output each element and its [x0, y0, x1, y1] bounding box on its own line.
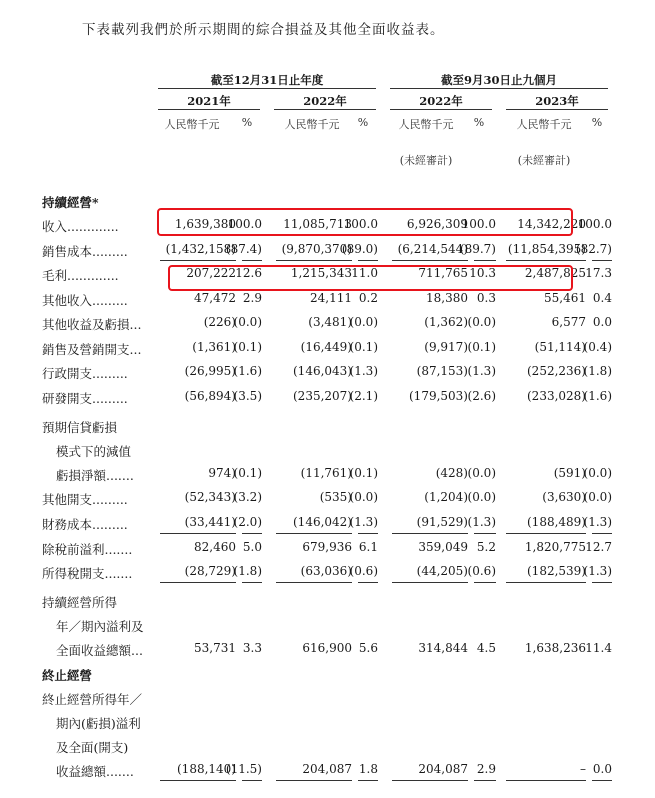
- amount-cell: 207,222: [186, 266, 236, 280]
- amount-cell: (56,894): [184, 389, 236, 403]
- amount-cell: (188,489): [527, 515, 586, 529]
- amount-cell: (428): [435, 466, 468, 480]
- row-label: 其他收入.........: [42, 293, 128, 308]
- subtotal-rule: [592, 582, 612, 583]
- amount-cell: 82,460: [194, 540, 236, 554]
- amount-cell: (188,140): [177, 762, 236, 776]
- percent-cell: (11.5): [225, 762, 262, 776]
- row-label: 所得稅開支.......: [42, 566, 133, 581]
- table-row: [0, 291, 655, 313]
- row-label: 持續經營所得: [42, 595, 118, 610]
- row-label: 期內(虧損)溢利: [56, 716, 141, 731]
- amount-cell: 24,111: [310, 291, 352, 305]
- amount-cell: (233,028): [527, 389, 586, 403]
- table-row: [0, 690, 655, 712]
- amount-cell: 6,577: [551, 315, 586, 329]
- subtotal-rule: [592, 533, 612, 534]
- subtotal-rule: [474, 533, 496, 534]
- subtotal-rule: [160, 533, 236, 534]
- amount-cell: (1,362): [424, 315, 468, 329]
- unit-amount: 人民幣千元: [284, 118, 340, 131]
- table-row: [0, 515, 655, 537]
- amount-cell: 6,926,309: [406, 217, 468, 231]
- amount-cell: 204,087: [418, 762, 468, 776]
- percent-cell: (3.5): [233, 389, 262, 403]
- unaudited-note: (未經審計): [517, 154, 571, 167]
- percent-cell: (89.0): [341, 242, 378, 256]
- amount-cell: 18,380: [426, 291, 468, 305]
- percent-cell: (0.4): [583, 340, 612, 354]
- amount-cell: (11,761): [300, 466, 352, 480]
- percent-cell: 100.0: [343, 217, 378, 231]
- row-label: 及全面(開支): [56, 740, 129, 755]
- amount-cell: (63,036): [300, 564, 352, 578]
- subtotal-rule: [392, 260, 468, 261]
- header-rule: [274, 109, 376, 110]
- amount-cell: (3,630): [542, 490, 586, 504]
- percent-cell: (0.1): [349, 340, 378, 354]
- row-label: 收入.............: [42, 219, 119, 234]
- percent-cell: 11.4: [585, 641, 612, 655]
- amount-cell: 1,215,343: [290, 266, 352, 280]
- amount-cell: (16,449): [300, 340, 352, 354]
- amount-cell: (9,870,370): [281, 242, 352, 256]
- subtotal-rule: [358, 533, 378, 534]
- row-label: 財務成本.........: [42, 517, 128, 532]
- header-year-2021: 2021年: [187, 94, 231, 108]
- subtotal-rule: [506, 582, 586, 583]
- header-year-2023-interim: 2023年: [535, 94, 579, 108]
- row-label: 行政開支.........: [42, 366, 128, 381]
- amount-cell: 616,900: [302, 641, 352, 655]
- percent-cell: (0.0): [349, 490, 378, 504]
- percent-cell: 0.3: [476, 291, 496, 305]
- percent-cell: 2.9: [242, 291, 262, 305]
- unit-pct: %: [591, 116, 603, 129]
- percent-cell: (0.0): [233, 315, 262, 329]
- amount-cell: (3,481): [308, 315, 352, 329]
- unit-pct: %: [473, 116, 485, 129]
- amount-cell: 1,638,236: [524, 641, 586, 655]
- header-rule: [158, 88, 376, 89]
- row-label: 模式下的減值: [56, 444, 132, 459]
- amount-cell: (6,214,544): [397, 242, 468, 256]
- row-label: 其他收益及虧損...: [42, 317, 142, 332]
- amount-cell: (146,043): [293, 364, 352, 378]
- percent-cell: 5.6: [358, 641, 378, 655]
- percent-cell: (1.6): [233, 364, 262, 378]
- row-label: 除稅前溢利.......: [42, 542, 133, 557]
- table-row: [0, 738, 655, 760]
- percent-cell: 1.8: [358, 762, 378, 776]
- amount-cell: 314,844: [418, 641, 468, 655]
- table-row: [0, 490, 655, 512]
- percent-cell: (82.7): [575, 242, 612, 256]
- table-row: [0, 666, 655, 688]
- amount-cell: (51,114): [534, 340, 586, 354]
- percent-cell: 10.3: [469, 266, 496, 280]
- percent-cell: 6.1: [358, 540, 378, 554]
- row-label: 其他開支.........: [42, 492, 128, 507]
- amount-cell: (11,854,395): [507, 242, 586, 256]
- percent-cell: 4.5: [476, 641, 496, 655]
- amount-cell: (44,205): [416, 564, 468, 578]
- highlight-box-revenue: [157, 208, 573, 236]
- percent-cell: (0.0): [467, 490, 496, 504]
- intro-text: 下表載列我們於所示期間的綜合損益及其他全面收益表。: [82, 22, 445, 38]
- amount-cell: 47,472: [194, 291, 236, 305]
- table-row: [0, 364, 655, 386]
- subtotal-rule: [474, 260, 496, 261]
- header-year-2022-interim: 2022年: [419, 94, 463, 108]
- table-row: [0, 593, 655, 615]
- row-label: 年／期內溢利及: [56, 619, 144, 634]
- percent-cell: (1.8): [583, 364, 612, 378]
- amount-cell: (91,529): [416, 515, 468, 529]
- row-label: 銷售成本.........: [42, 244, 128, 259]
- subtotal-rule: [358, 260, 378, 261]
- amount-cell: (52,343): [184, 490, 236, 504]
- percent-cell: (0.0): [349, 315, 378, 329]
- subtotal-rule: [506, 260, 586, 261]
- unit-amount: 人民幣千元: [164, 118, 220, 131]
- header-group-annual: 截至12月31日止年度: [210, 73, 324, 87]
- amount-cell: (179,503): [409, 389, 468, 403]
- percent-cell: (0.1): [349, 466, 378, 480]
- percent-cell: (1.6): [583, 389, 612, 403]
- amount-cell: (1,432,158): [165, 242, 236, 256]
- table-row: [0, 466, 655, 488]
- subtotal-rule: [276, 780, 352, 781]
- subtotal-rule: [160, 780, 236, 781]
- table-row: [0, 389, 655, 411]
- amount-cell: (1,204): [424, 490, 468, 504]
- table-row: [0, 714, 655, 736]
- unit-amount: 人民幣千元: [398, 118, 454, 131]
- amount-cell: (235,207): [293, 389, 352, 403]
- amount-cell: (33,441): [184, 515, 236, 529]
- percent-cell: 5.2: [476, 540, 496, 554]
- amount-cell: 204,087: [302, 762, 352, 776]
- row-label: 研發開支.........: [42, 391, 128, 406]
- percent-cell: (0.1): [233, 466, 262, 480]
- subtotal-rule: [160, 582, 236, 583]
- percent-cell: 100.0: [461, 217, 496, 231]
- amount-cell: 359,049: [418, 540, 468, 554]
- percent-cell: 11.0: [351, 266, 378, 280]
- subtotal-rule: [592, 780, 612, 781]
- amount-cell: 55,461: [544, 291, 586, 305]
- amount-cell: (591): [553, 466, 586, 480]
- row-label: 終止經營: [42, 668, 93, 683]
- subtotal-rule: [276, 260, 352, 261]
- row-label: 終止經營所得年／: [42, 692, 143, 707]
- percent-cell: 100.0: [577, 217, 612, 231]
- amount-cell: (226): [203, 315, 236, 329]
- amount-cell: 14,342,220: [517, 217, 586, 231]
- header-group-interim: 截至9月30日止九個月: [440, 73, 557, 87]
- subtotal-rule: [358, 780, 378, 781]
- subtotal-rule: [242, 533, 262, 534]
- subtotal-rule: [506, 533, 586, 534]
- amount-cell: (146,042): [293, 515, 352, 529]
- subtotal-rule: [474, 780, 496, 781]
- header-rule: [390, 109, 492, 110]
- row-label: 毛利.............: [42, 268, 119, 283]
- table-row: [0, 564, 655, 586]
- amount-cell: (1,361): [192, 340, 236, 354]
- amount-cell: (87,153): [416, 364, 468, 378]
- amount-cell: 974): [208, 466, 236, 480]
- subtotal-rule: [242, 582, 262, 583]
- percent-cell: (1.3): [583, 564, 612, 578]
- percent-cell: (1.3): [467, 364, 496, 378]
- amount-cell: 53,731: [194, 641, 236, 655]
- table-row: [0, 762, 655, 784]
- percent-cell: (0.1): [467, 340, 496, 354]
- subtotal-rule: [506, 780, 586, 781]
- subtotal-rule: [242, 260, 262, 261]
- unaudited-note: (未經審計): [399, 154, 453, 167]
- percent-cell: 5.0: [242, 540, 262, 554]
- table-row: [0, 340, 655, 362]
- subtotal-rule: [358, 582, 378, 583]
- percent-cell: (1.3): [583, 515, 612, 529]
- header-rule: [390, 88, 608, 89]
- amount-cell: 711,765: [418, 266, 468, 280]
- percent-cell: 3.3: [242, 641, 262, 655]
- percent-cell: 100.0: [227, 217, 262, 231]
- amount-cell: (535): [319, 490, 352, 504]
- amount-cell: 11,085,713: [283, 217, 352, 231]
- percent-cell: (2.1): [349, 389, 378, 403]
- subtotal-rule: [592, 260, 612, 261]
- table-row: [0, 418, 655, 440]
- amount-cell: (9,917): [424, 340, 468, 354]
- subtotal-rule: [392, 582, 468, 583]
- percent-cell: 17.3: [585, 266, 612, 280]
- percent-cell: (0.0): [583, 490, 612, 504]
- percent-cell: 12.7: [585, 540, 612, 554]
- amount-cell: 2,487,825: [524, 266, 586, 280]
- header-rule: [158, 109, 260, 110]
- table-row: [0, 442, 655, 464]
- percent-cell: (89.7): [459, 242, 496, 256]
- percent-cell: (0.0): [467, 466, 496, 480]
- unit-pct: %: [241, 116, 253, 129]
- amount-cell: 1,639,380: [174, 217, 236, 231]
- row-label: 銷售及營銷開支...: [42, 342, 142, 357]
- amount-cell: –: [580, 762, 586, 776]
- row-label: 持續經營*: [42, 195, 99, 210]
- table-row: [0, 315, 655, 337]
- amount-cell: (26,995): [184, 364, 236, 378]
- percent-cell: (0.0): [467, 315, 496, 329]
- header-year-2022: 2022年: [303, 94, 347, 108]
- percent-cell: (0.6): [349, 564, 378, 578]
- percent-cell: 0.4: [592, 291, 612, 305]
- percent-cell: 2.9: [476, 762, 496, 776]
- unit-amount: 人民幣千元: [516, 118, 572, 131]
- percent-cell: (1.3): [349, 364, 378, 378]
- percent-cell: (87.4): [225, 242, 262, 256]
- header-rule: [506, 109, 608, 110]
- percent-cell: (0.6): [467, 564, 496, 578]
- row-label: 預期信貸虧損: [42, 420, 118, 435]
- percent-cell: (2.0): [233, 515, 262, 529]
- table-row: [0, 242, 655, 264]
- subtotal-rule: [276, 533, 352, 534]
- subtotal-rule: [474, 582, 496, 583]
- amount-cell: (182,539): [527, 564, 586, 578]
- percent-cell: (1.3): [349, 515, 378, 529]
- percent-cell: (1.8): [233, 564, 262, 578]
- percent-cell: 0.0: [592, 762, 612, 776]
- percent-cell: 12.6: [235, 266, 262, 280]
- subtotal-rule: [160, 260, 236, 261]
- percent-cell: (0.1): [233, 340, 262, 354]
- highlight-box-gross-profit: [168, 265, 573, 291]
- percent-cell: (1.3): [467, 515, 496, 529]
- table-row: [0, 617, 655, 639]
- percent-cell: 0.0: [592, 315, 612, 329]
- subtotal-rule: [392, 780, 468, 781]
- percent-cell: (2.6): [467, 389, 496, 403]
- row-label: 全面收益總額...: [56, 643, 143, 658]
- unit-pct: %: [357, 116, 369, 129]
- percent-cell: (3.2): [233, 490, 262, 504]
- subtotal-rule: [242, 780, 262, 781]
- row-label: 虧損淨額.......: [56, 468, 134, 483]
- amount-cell: 679,936: [302, 540, 352, 554]
- amount-cell: (28,729): [184, 564, 236, 578]
- table-row: [0, 641, 655, 663]
- percent-cell: 0.2: [358, 291, 378, 305]
- percent-cell: (0.0): [583, 466, 612, 480]
- row-label: 收益總額.......: [56, 764, 134, 779]
- amount-cell: (252,236): [527, 364, 586, 378]
- table-row: [0, 540, 655, 562]
- subtotal-rule: [392, 533, 468, 534]
- amount-cell: 1,820,775: [524, 540, 586, 554]
- subtotal-rule: [276, 582, 352, 583]
